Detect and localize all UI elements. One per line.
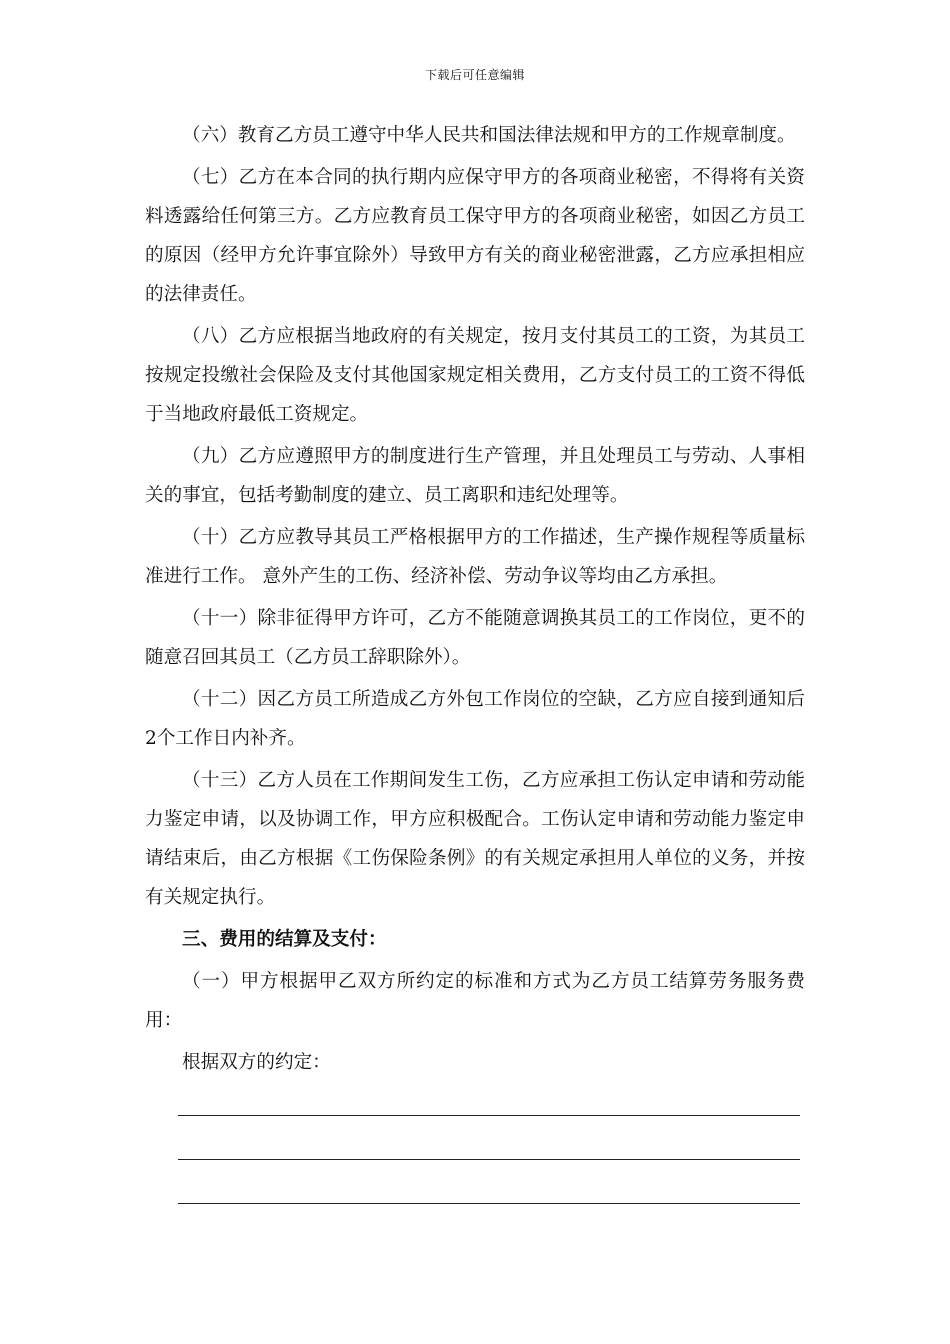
clause-9: （九）乙方应遵照甲方的制度进行生产管理，并且处理员工与劳动、人事相关的事宜，包括考勤制度的建立、员工离职和违纪处理等。 — [145, 446, 805, 506]
clause-10: （十）乙方应教导其员工严格根据甲方的工作描述，生产操作规程等质量标准进行工作。 意外产生的工伤、经济补偿、劳动争议等均由乙方承担。 — [145, 527, 805, 587]
clause-8: （八）乙方应根据当地政府的有关规定，按月支付其员工的工资，为其员工按规定投缴社会保险及支付其他国家规定相关费用，乙方支付员工的工资不得低于当地政府最低工资规定。 — [145, 326, 805, 425]
section-3-heading: 三、费用的结算及支付： — [182, 929, 387, 950]
clause-7: （七）乙方在本合同的执行期内应保守甲方的各项商业秘密，不得将有关资料透露给任何第三方。乙方应教育员工保守甲方的各项商业秘密，如因乙方员工的原因（经甲方允许事宜除外）导致甲方有关的商业秘密泄露，乙方应承担相应的法律责任。 — [145, 167, 805, 305]
document-body — [145, 116, 805, 1085]
clause-12: （十二）因乙方员工所造成乙方外包工作岗位的空缺，乙方应自接到通知后2个工作日内补齐。 — [145, 689, 805, 749]
fill-in-line-1 — [178, 1115, 800, 1116]
clause-13: （十三）乙方人员在工作期间发生工伤，乙方应承担工伤认定申请和劳动能力鉴定申请，以及协调工作，甲方应积极配合。工伤认定申请和劳动能力鉴定申请结束后，由乙方根据《工伤保险条例》的有关规定承担用人单位的义务，并按有关规定执行。 — [145, 770, 805, 908]
clause-6: （六）教育乙方员工遵守中华人民共和国法律法规和甲方的工作规章制度。 — [182, 125, 796, 146]
fill-in-line-2 — [178, 1159, 800, 1160]
page-header: 下载后可任意编辑 — [424, 68, 525, 82]
fill-in-line-3 — [178, 1203, 800, 1204]
agreement-label: 根据双方的约定： — [182, 1052, 331, 1073]
clause-11: （十一）除非征得甲方许可，乙方不能随意调换其员工的工作岗位，更不的随意召回其员工（乙方员工辞职除外）。 — [145, 608, 805, 668]
section-3-item-1: （一）甲方根据甲乙双方所约定的标准和方式为乙方员工结算劳务服务费用： — [145, 971, 805, 1031]
